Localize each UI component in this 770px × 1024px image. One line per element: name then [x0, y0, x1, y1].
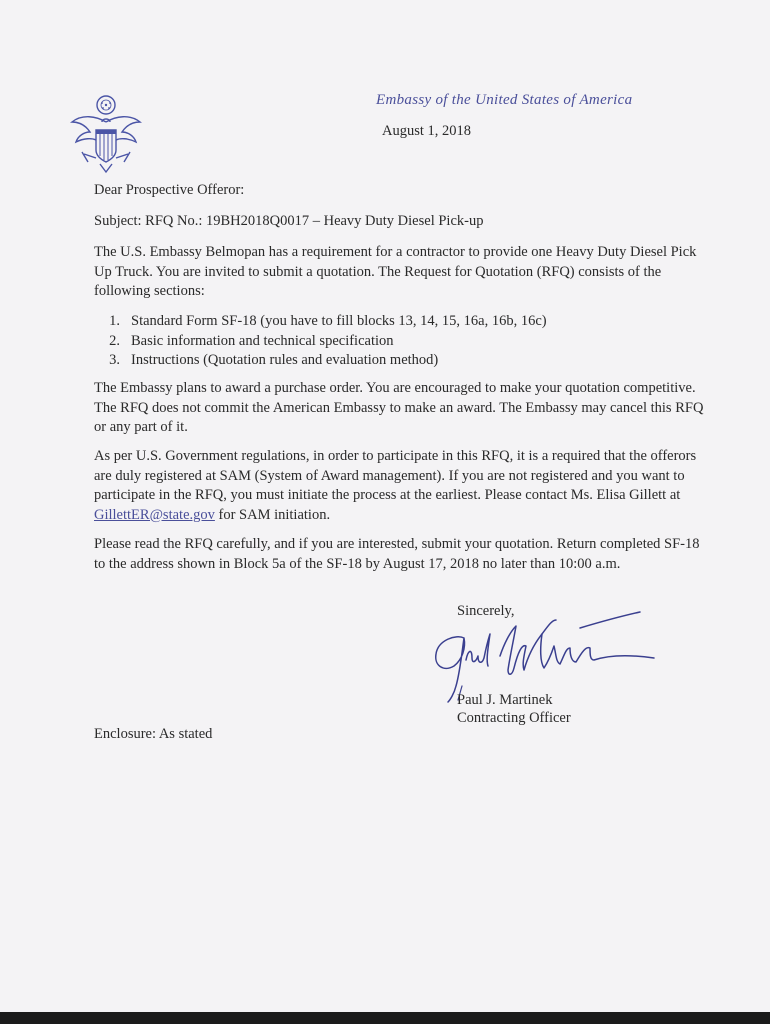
sam-paragraph-text: As per U.S. Government regulations, in order to participate in this RFQ, it is a required that the offerors are duly registered at SAM (System of Award management). If you are not registered and you want to participate in the RFQ, you must initiate the process at the earliest. Please contact Ms. Elisa Gillett at: [94, 448, 697, 503]
rfq-sections-list: [94, 312, 704, 371]
submission-paragraph: Please read the RFQ carefully, and if you are interested, submit your quotation. Return completed SF-18 to the address shown in Block 5a of the SF-18 by August 17, 2018 no later than 10:00 a.m.: [94, 536, 700, 572]
list-item: [94, 312, 704, 332]
list-item-number: 3.: [109, 352, 120, 368]
intro-paragraph: The U.S. Embassy Belmopan has a requirement for a contractor to provide one Heavy Duty Diesel Pick Up Truck. You are invited to submit a quotation. The Request for Quotation (RFQ) consists of the following sections:: [94, 244, 697, 299]
email-link[interactable]: GillettER@state.gov: [94, 506, 215, 523]
great-seal-icon: [66, 92, 146, 174]
salutation: Dear Prospective Offeror:: [94, 182, 245, 198]
list-item-number: 2.: [109, 332, 120, 349]
letter-date: August 1, 2018: [382, 123, 472, 139]
list-item-text: Standard Form SF-18 (you have to fill blocks 13, 14, 15, 16a, 16b, 16c): [131, 313, 547, 329]
letterhead-title: Embassy of the United States of America: [376, 92, 633, 108]
sam-paragraph-tail: for SAM initiation.: [214, 506, 331, 523]
list-item: [94, 332, 704, 352]
award-paragraph: The Embassy plans to award a purchase order. You are encouraged to make your quotation competitive. The RFQ does not commit the American Embassy to make an award. The Embassy may cancel this RFQ or any part of it.: [94, 380, 704, 435]
closing: Sincerely,: [457, 603, 515, 619]
sam-registration-paragraph: [94, 447, 704, 525]
signer-name: Paul J. Martinek: [457, 692, 553, 708]
list-item-text: Basic information and technical specification: [131, 332, 394, 349]
list-item-text: Instructions (Quotation rules and evaluation method): [131, 352, 439, 368]
enclosure-note: Enclosure: As stated: [94, 726, 213, 742]
list-item-number: 1.: [109, 313, 120, 329]
signer-title: Contracting Officer: [457, 710, 571, 726]
subject-line: Subject: RFQ No.: 19BH2018Q0017 – Heavy Duty Diesel Pick-up: [94, 213, 484, 229]
list-item: [94, 351, 704, 371]
